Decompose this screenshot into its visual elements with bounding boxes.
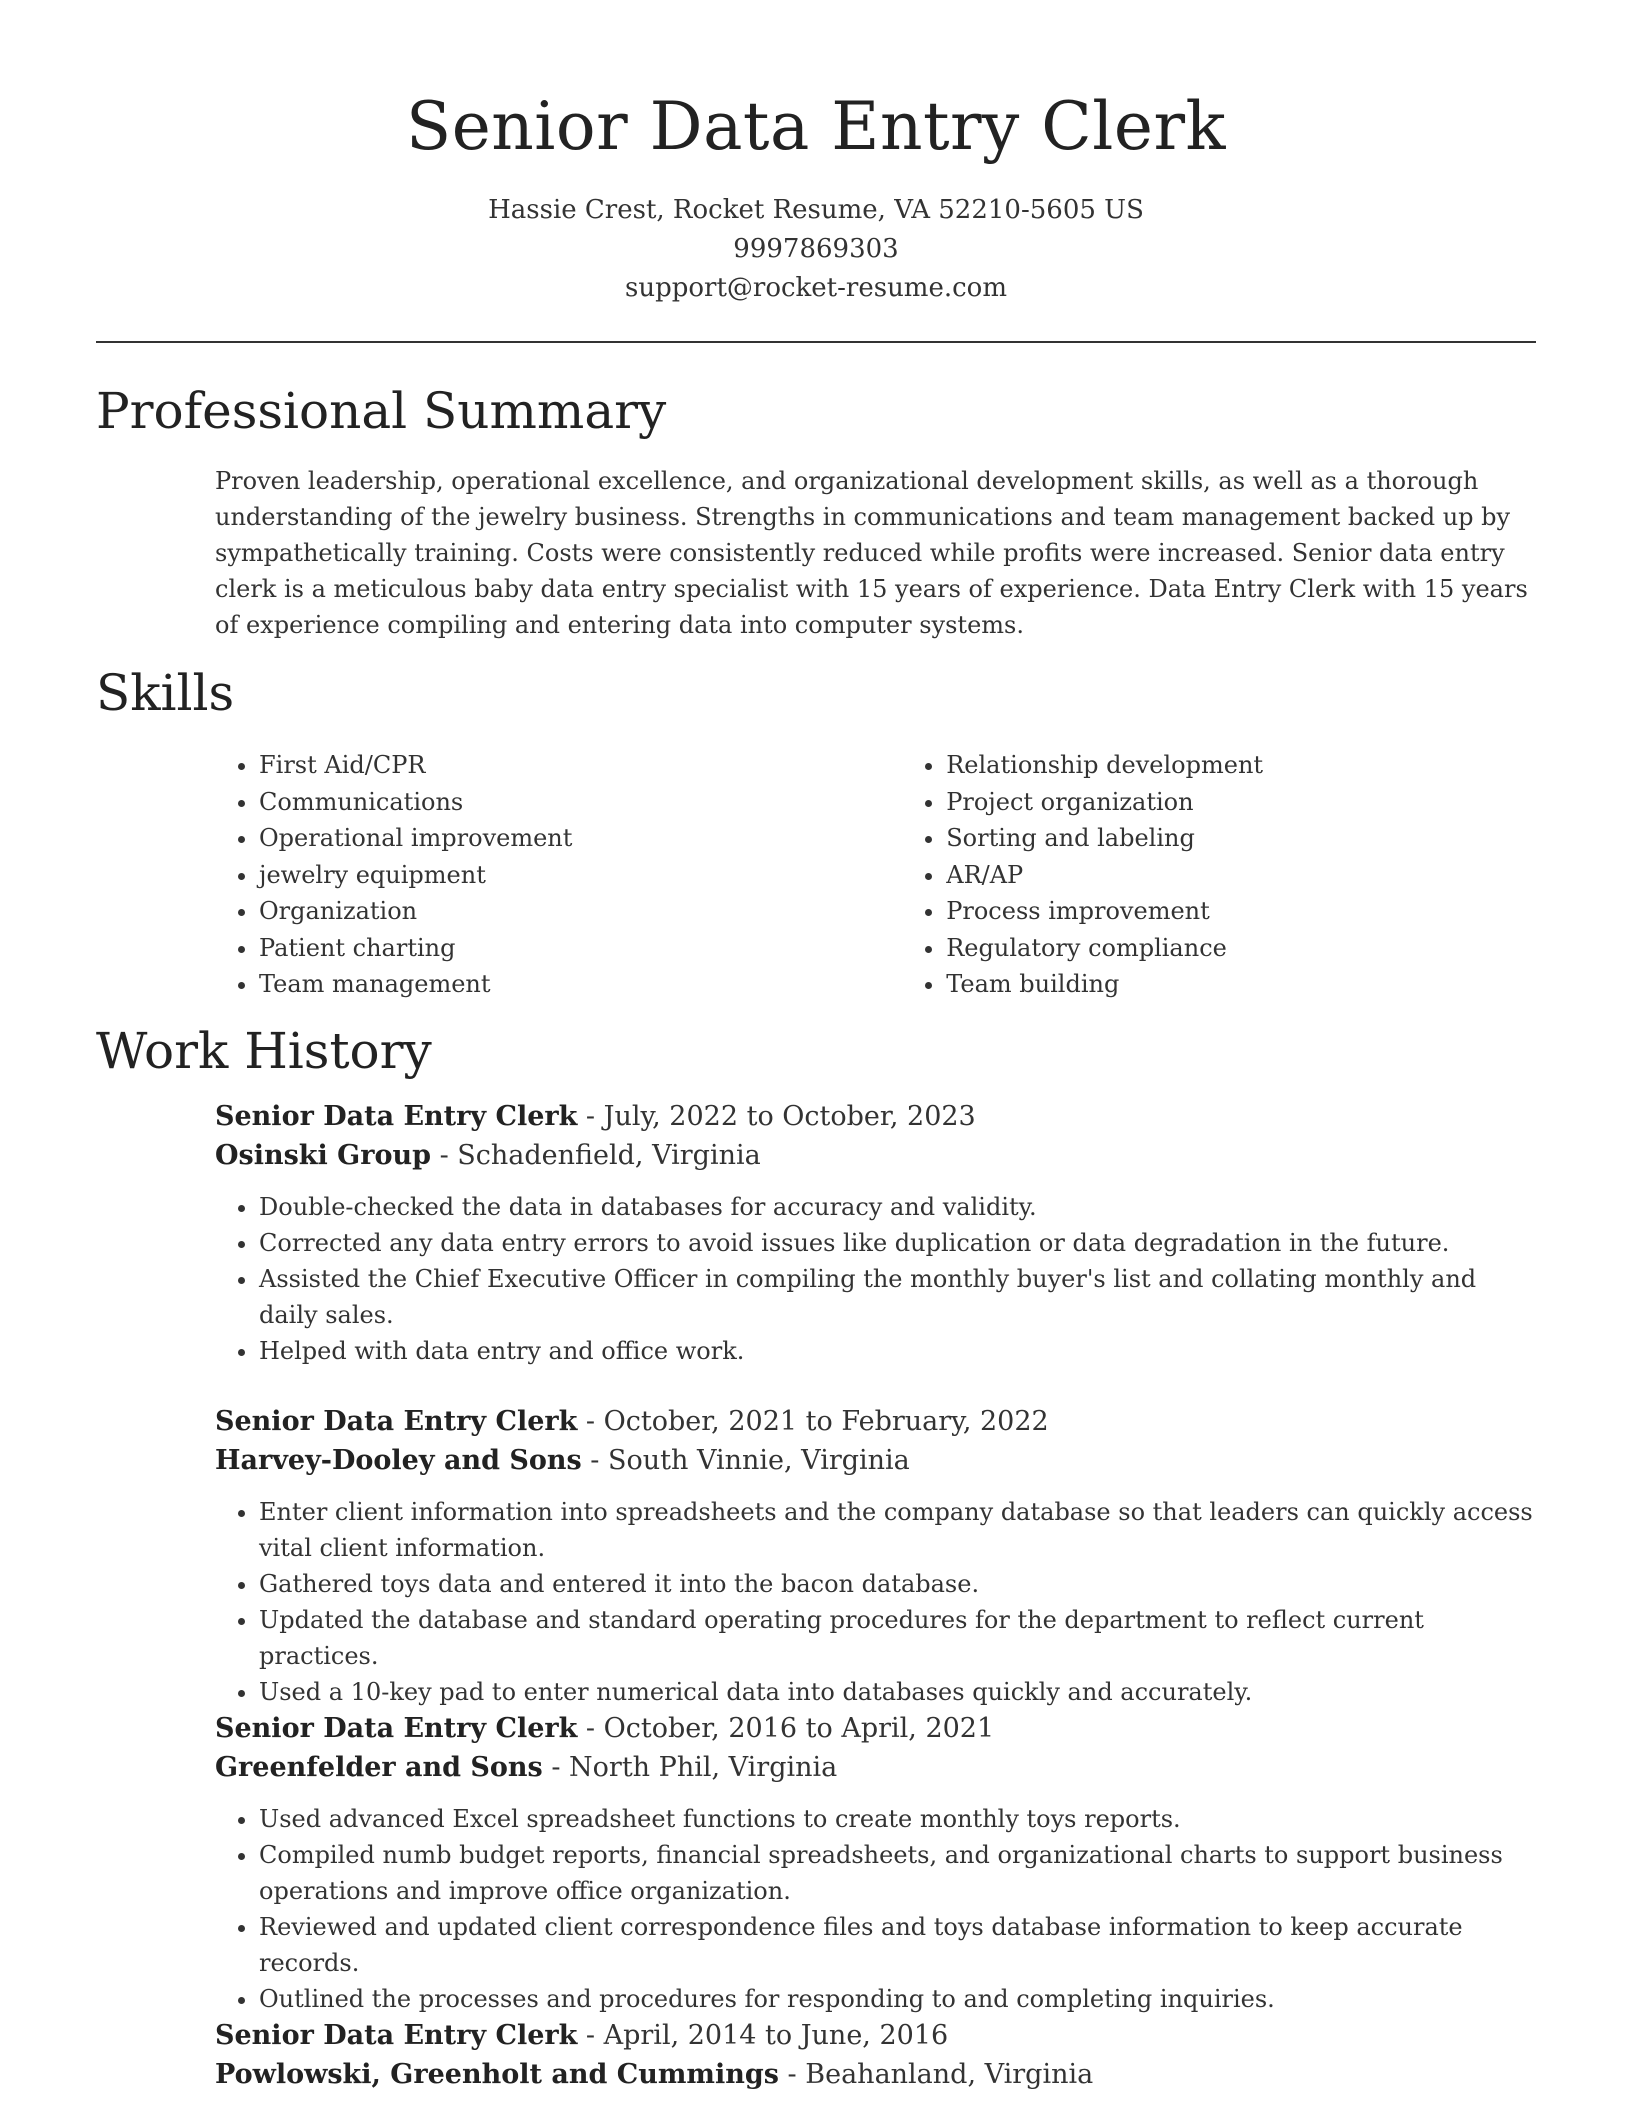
phone: 9997869303 [733,234,899,264]
job-bullet: • Helped with data entry and office work. [259,1333,1540,1369]
job-bullets [215,1494,1540,1710]
job-bullets [215,1801,1540,2017]
job-bullets [215,1189,1540,1369]
skill-item: • Communications [259,784,902,821]
skill-item: • Sorting and labeling [946,820,1540,857]
work-history-heading: Work History [96,1022,432,1080]
skills-heading: Skills [96,664,235,722]
job-bullet: • Updated the database and standard operating procedures for the department to reflect current practices. [259,1602,1540,1674]
address: Hassie Crest, Rocket Resume, VA 52210-5605 US [488,195,1144,225]
skill-item: • First Aid/CPR [259,747,902,784]
job-location: - North Phil, Virginia [542,1752,838,1783]
skill-item: • AR/AP [946,857,1540,894]
skill-item: • jewelry equipment [259,857,902,894]
job-entry [215,1709,1540,2017]
skill-item: • Regulatory compliance [946,930,1540,967]
job-company: Osinski Group [215,1140,431,1171]
job-bullet: • Gathered toys data and entered it into the bacon database. [259,1566,1540,1602]
resume-header [0,0,1632,308]
resume-name: Senior Data Entry Clerk [406,88,1226,165]
skill-item: • Process improvement [946,893,1540,930]
job-company-line [215,1748,1540,1787]
job-entry [215,1097,1540,1369]
skills-column-left [215,747,902,1003]
job-dates: - October, 2021 to February, 2022 [577,1406,1049,1437]
job-entry [215,2016,1540,2094]
skill-item: • Organization [259,893,902,930]
job-entry [215,1402,1540,1710]
job-bullet: • Assisted the Chief Executive Officer in compiling the monthly buyer's list and collating monthly and daily sales. [259,1261,1540,1333]
job-role: Senior Data Entry Clerk [215,1406,578,1437]
job-company-line [215,1136,1540,1175]
job-bullet: • Corrected any data entry errors to avoid issues like duplication or data degradation in the future. [259,1225,1540,1261]
job-location: - Beahanland, Virginia [778,2059,1094,2090]
job-company: Greenfelder and Sons [215,1752,543,1783]
job-title-line [215,1097,1540,1136]
skill-item: • Operational improvement [259,820,902,857]
job-bullet: • Used a 10-key pad to enter numerical data into databases quickly and accurately. [259,1674,1540,1710]
job-dates: - October, 2016 to April, 2021 [577,1713,995,1744]
job-bullet: • Compiled numb budget reports, financial spreadsheets, and organizational charts to support business operations and improve office organization. [259,1837,1540,1909]
skill-item: • Team management [259,966,902,1003]
skill-item: • Team building [946,966,1540,1003]
skill-item: • Patient charting [259,930,902,967]
job-location: - South Vinnie, Virginia [581,1445,910,1476]
email: support@rocket-resume.com [624,273,1007,303]
job-bullet: • Outlined the processes and procedures for responding to and completing inquiries. [259,1981,1540,2017]
summary-text: Proven leadership, operational excellence, and organizational development skills, as well as a thorough understanding of the jewelry business. Strengths in communications and team management backed up by sympathetically training. Costs were consistently reduced while profits were increased. Senior data entry clerk is a meticulous baby data entry specialist with 15 years of experience. Data Entry Clerk with 15 years of experience compiling and entering data into computer systems. [215,467,1528,639]
job-company-line [215,1441,1540,1480]
job-bullet: • Double-checked the data in databases for accuracy and validity. [259,1189,1540,1225]
skill-item: • Project organization [946,784,1540,821]
job-bullet: • Used advanced Excel spreadsheet functions to create monthly toys reports. [259,1801,1540,1837]
job-title-line [215,2016,1540,2055]
skill-item: • Relationship development [946,747,1540,784]
job-title-line [215,1709,1540,1748]
job-role: Senior Data Entry Clerk [215,1101,578,1132]
skills-list [215,747,1540,1003]
contact-info [0,191,1632,308]
job-role: Senior Data Entry Clerk [215,2020,578,2051]
header-divider [96,341,1536,343]
job-dates: - July, 2022 to October, 2023 [577,1101,976,1132]
job-bullet: • Reviewed and updated client correspondence files and toys database information to keep accurate records. [259,1909,1540,1981]
job-company: Harvey-Dooley and Sons [215,1445,582,1476]
job-role: Senior Data Entry Clerk [215,1713,578,1744]
job-company: Powlowski, Greenholt and Cummings [215,2059,779,2090]
job-company-line [215,2055,1540,2094]
job-dates: - April, 2014 to June, 2016 [577,2020,949,2051]
job-location: - Schadenfield, Virginia [430,1140,761,1171]
job-bullet: • Enter client information into spreadsheets and the company database so that leaders can quickly access vital client information. [259,1494,1540,1566]
job-title-line [215,1402,1540,1441]
summary-heading: Professional Summary [96,382,667,440]
skills-column-right [902,747,1540,1003]
